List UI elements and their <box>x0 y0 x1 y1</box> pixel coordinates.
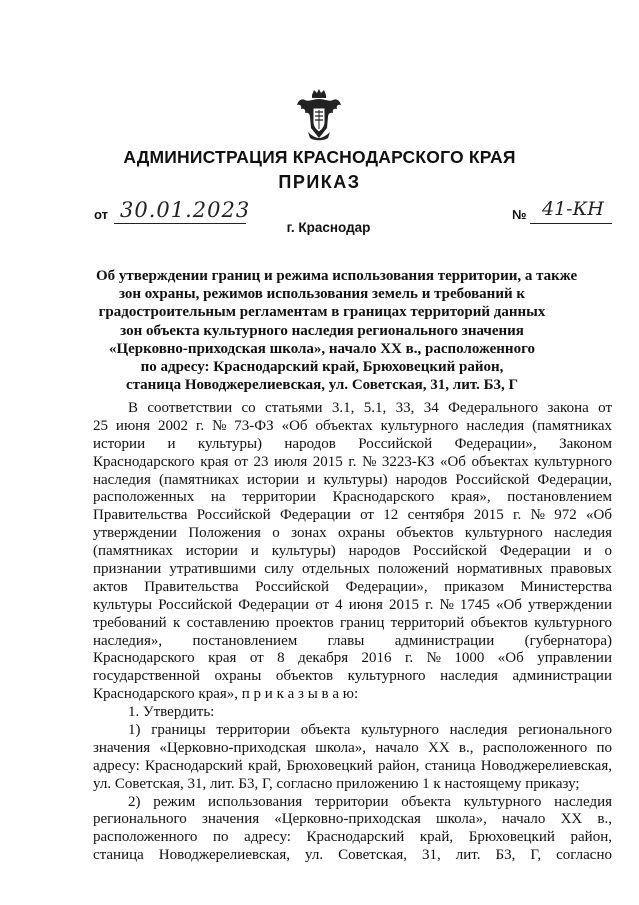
body-line: истории и культуры) народов Российской Федерации», Законом <box>93 435 612 452</box>
title-line: зон охраны, режимов использования земель и требований к <box>118 286 526 303</box>
body-line: признании утратившими силу отдельных положений нормативных правовых <box>93 561 612 578</box>
body-line: регионального значения «Церковно-приходская школа», начало XX в., <box>93 811 612 828</box>
body-line: культуры Российской Федерации от 4 июня 2015 г. № 1745 «Об утверждении <box>93 596 612 613</box>
body-line: наследия», постановлением главы администрации (губернатора) <box>93 632 612 649</box>
body-line: Правительства Российской Федерации от 12 сентября 2015 г. № 972 «Об <box>93 507 612 524</box>
body-line: станица Новоджерелиевская, ул. Советская, 31, лит. Б3, Г, согласно <box>93 847 612 864</box>
handwritten-date: 30.01.2023 <box>120 198 251 222</box>
body-line: государственной охраны объектов культурного наследия администрации <box>93 668 612 685</box>
organization-name: АДМИНИСТРАЦИЯ КРАСНОДАРСКОГО КРАЯ <box>123 147 516 167</box>
body-line: Краснодарского края от 23 июля 2015 г. № 3223-КЗ «Об объектах культурного <box>93 453 612 470</box>
coat-of-arms-emblem <box>295 88 343 142</box>
body-line: 1) границы территории объекта культурного наследия регионального <box>128 722 612 739</box>
body-line: Краснодарского края», п р и к а з ы в а ю: <box>93 686 359 703</box>
body-line: В соответствии со статьями 3.1, 5.1, 33, 34 Федерального закона от <box>128 400 612 416</box>
body-line: расположенных на территории Краснодарского края», постановлением <box>93 489 612 506</box>
handwritten-number: 41-КН <box>542 198 604 220</box>
body-line: (памятниках истории и культуры) народов Российской Федерации и о <box>93 543 612 560</box>
title-line: зон объекта культурного наследия регионального значения <box>120 322 524 339</box>
title-line: по адресу: Краснодарский край, Брюховецкий район, <box>140 359 504 376</box>
city-name: г. Краснодар <box>286 220 371 235</box>
body-line: требований к составлению проектов границ территорий объектов культурного <box>93 614 612 631</box>
body-line: ул. Советская, 31, лит. Б3, Г, согласно приложению 1 к настоящему приказу; <box>93 775 580 792</box>
order-body <box>93 400 612 865</box>
body-line: адресу: Краснодарский край, Брюховецкий район, станица Новоджерелиевская, <box>93 757 612 774</box>
title-line: «Церковно-приходская школа», начало XX в., расположенного <box>108 340 536 357</box>
title-line: станица Новоджерелиевская, ул. Советская, 31, лит. Б3, Г <box>125 377 519 394</box>
date-prefix: от <box>94 207 108 222</box>
title-line: Об утверждении границ и режима использования территории, а также <box>96 268 578 284</box>
body-line: расположенного по адресу: Краснодарский край, Брюховецкий район, <box>93 829 612 846</box>
title-line: градостроительным регламентам в границах территорий данных <box>98 304 546 321</box>
number-prefix: № <box>512 207 527 222</box>
body-line: 1. Утвердить: <box>128 704 215 721</box>
body-line: наследия (памятниках истории и культуры) народов Российской Федерации, <box>93 471 612 488</box>
body-line: значения «Церковно-приходская школа», начало XX в., расположенного по <box>93 739 612 756</box>
body-line: утверждении Положения о зонах охраны объектов культурного наследия <box>93 525 612 542</box>
order-title <box>96 267 578 394</box>
body-line: 25 июня 2002 г. № 73-ФЗ «Об объектах культурного наследия (памятниках <box>93 417 612 434</box>
document-type: ПРИКАЗ <box>278 172 361 192</box>
body-line: Краснодарского края от 8 декабря 2016 г. № 1000 «Об управлении <box>93 650 612 667</box>
body-line: актов Правительства Российской Федерации», приказом Министерства <box>93 578 612 595</box>
body-line: 2) режим использования территории объекта культурного наследия <box>128 793 612 810</box>
